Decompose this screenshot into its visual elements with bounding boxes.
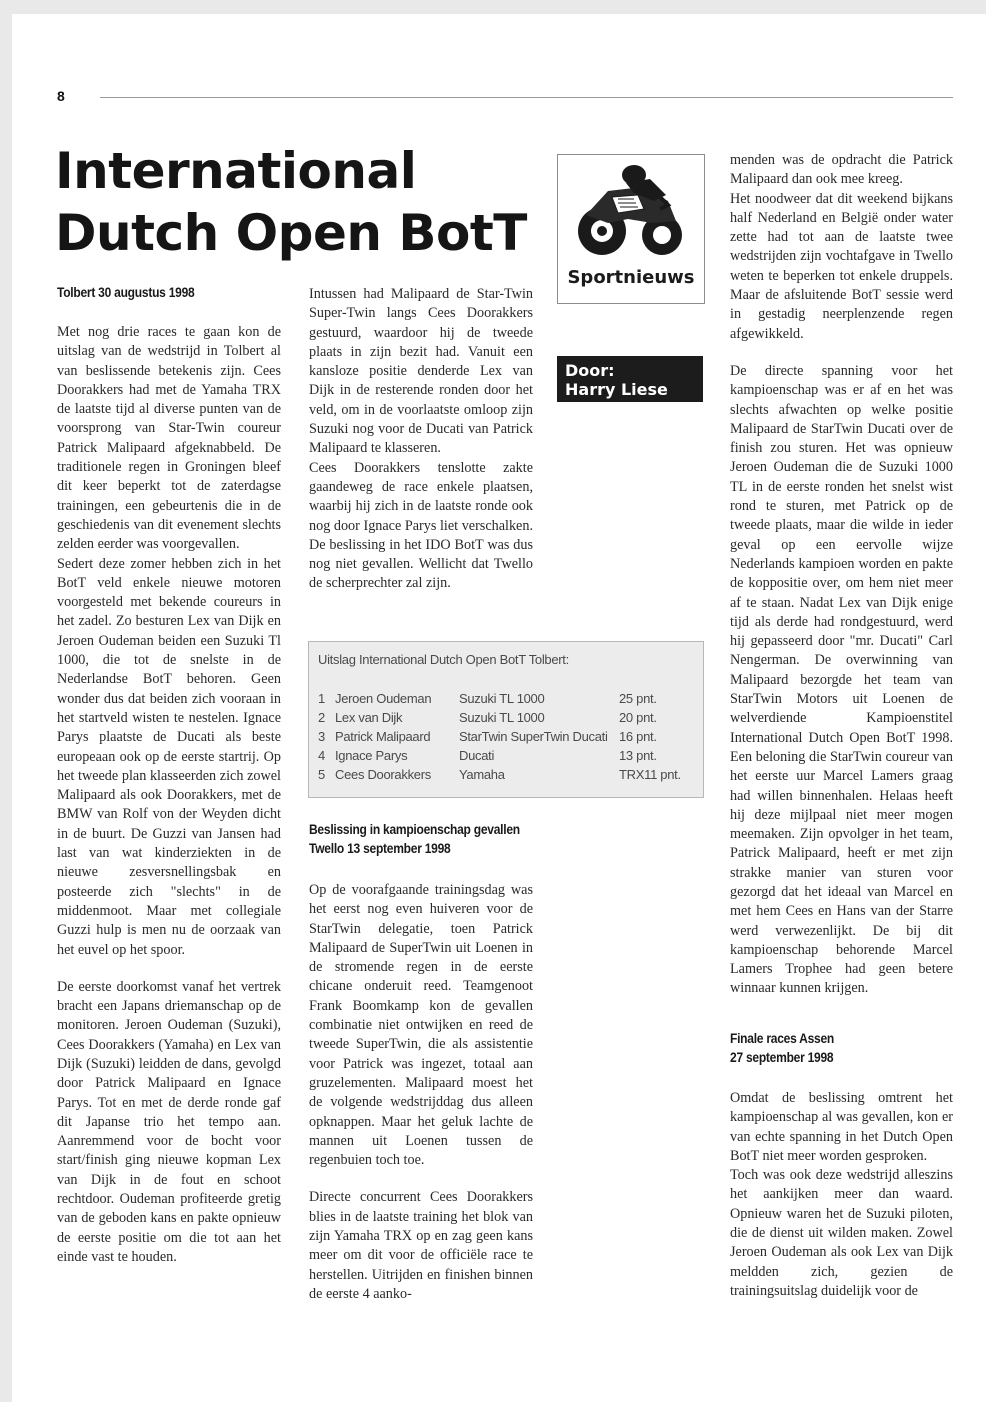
- subhead-line: 27 september 1998: [730, 1049, 834, 1065]
- section-subhead-tolbert: Tolbert 30 augustus 1998: [57, 284, 195, 300]
- author-box: [557, 356, 703, 402]
- paragraph: De directe spanning voor het kampioenschap was er af en het was slechts afwachten op welke positie Malipaard de StarTwin Ducati over de finish zou sturen. Het was opnieuw Jeroen Oudeman die de Suzuki 1000 TL in de eerste ronden het snelst wist rond te sturen, met Patrick op de tweede plaats, maar die wilde in ieder geval op een eervolle wijze Nederlands kampioen worden en pakte de koppositie over, om hem niet meer af te staan. Nadat Lex van Dijk enige tijd als derde had rondgestuurd, werd hij gepasseerd door "mr. Ducati" Carl Nengerman. De overwinning van Malipaard bezorgde het team van StarTwin Motors uit Loenen de welverdiende Kampioenstitel International Dutch Open BotT 1998. Een beloning die StarTwin coureur van het eerste uur Marcel Lamers graag had willen binnenhalen. Helaas heeft hij deze mijlpaal niet meer mogen meemaken. Zijn opvolger in het team, Patrick Malipaard, heeft er met zijn strakke manier van sturen voor gezorgd dat het ideaal van Marcel en met hem Cees en Hans van der Starre werd verwezenlijkt. De bij dit kampioenschap behorende Marcel Lamers Trophee had geen betere winnaar kunnen krijgen.: [730, 362, 953, 997]
- results-row: [309, 727, 703, 746]
- results-row: [309, 689, 703, 708]
- result-bike: StarTwin SuperTwin Ducati: [459, 729, 608, 744]
- paragraph: Het noodweer dat dit weekend bijkans half Nederland en België onder water zette had tot aan de laatste twee wedstrijden zijn vochtafgave in Twello weten te beperken tot enkele druppels. Maar de afsluitende BotT sessie werd in gestadig neerplenzende regen afgewikkeld.: [730, 190, 953, 342]
- result-rider: Patrick Malipaard: [335, 729, 431, 744]
- subhead-line: Twello 13 september 1998: [309, 840, 451, 856]
- sportnieuws-logo: [557, 154, 705, 304]
- result-points: TRX11 pnt.: [619, 767, 681, 782]
- paragraph: Toch was ook deze wedstrijd alleszins het aankijken meer dan waard. Opnieuw waren het de Suzuki piloten, die de dienst uit wilden maken. Zowel Jeroen Oudeman als ook Lex van Dijk meldden zich, gezien de trainingsuitslag duidelijk voor de: [730, 1167, 953, 1299]
- result-bike: Suzuki TL 1000: [459, 691, 545, 706]
- result-position: 3: [318, 729, 325, 744]
- result-position: 2: [318, 710, 325, 725]
- motorcycle-racer-icon: [568, 161, 694, 265]
- result-bike: Suzuki TL 1000: [459, 710, 545, 725]
- results-row: [309, 746, 703, 765]
- result-bike: Yamaha: [459, 767, 505, 782]
- results-table: [308, 641, 704, 798]
- result-points: 13 pnt.: [619, 748, 657, 763]
- logo-label: Sportnieuws: [567, 267, 695, 288]
- result-rider: Cees Doorakkers: [335, 767, 431, 782]
- subhead-line: Finale races Assen: [730, 1030, 835, 1046]
- column-3-top: [730, 151, 953, 999]
- paragraph: Op de voorafgaande trainingsdag was het eerst nog even huiveren voor de StarTwin delegatie, toen Patrick Malipaard de SuperTwin uit Loenen in de stromende regen in de eerste chicane onderuit reed. Teamgenoot Frank Boomkamp kon de gevallen combinatie niet ontwijken en reed de tweede SuperTwin, die als assistentie voor Patrick was ingezet, totaal aan gruzelementen. Malipaard moest het de volgende wedstrijddag dus alleen opknappen. Maar het geluk lachte de mannen uit Loenen tussen de regenbuien toch toe.: [309, 882, 533, 1169]
- section-subhead-twello: [309, 820, 520, 858]
- author-prefix: Door:: [565, 361, 615, 380]
- result-rider: Ignace Parys: [335, 748, 408, 763]
- page-number: 8: [57, 88, 65, 104]
- article-title: International Dutch Open BotT: [55, 142, 527, 262]
- paragraph: Cees Doorakkers tenslotte zakte gaandeweg de race enkele plaatsen, waarbij hij zich in de laatste ronde ook nog door Ignace Parys liet verschalken. De beslissing in het IDO BotT was dus nog niet gevallen. Wellicht dat Twello de scherprechter zal zijn.: [309, 459, 533, 592]
- paragraph: Intussen had Malipaard de Star-Twin Super-Twin langs Cees Doorakkers gestuurd, waardoor hij de tweede plaats in zijn bezit had. Vanuit een kansloze positie denderde Lex van Dijk in de resterende ronden door het veld, om in de voorlaatste omloop zijn Suzuki nog voor de Ducati van Patrick Malipaard te klasseren.: [309, 286, 533, 457]
- subhead-line: Beslissing in kampioenschap gevallen: [309, 821, 520, 837]
- result-position: 5: [318, 767, 325, 782]
- result-position: 4: [318, 748, 325, 763]
- result-bike: Ducati: [459, 748, 495, 763]
- paragraph: Sedert deze zomer hebben zich in het BotT veld enkele nieuwe motoren voorgesteld met bekende coureurs in het zadel. Zo besturen Lex van Dijk en Jeroen Oudeman beiden een Suzuki Tl 1000, die tot de snelste in de Nederlandse BotT behoren. Geen wonder dus dat beiden zich vooraan in het startveld wisten te nestelen. Ignace Parys plaatste de Ducati als beste europeaan ook op de eerste startrij. Op het tweede plan klasseerden zich zowel Malipaard als ook Doorakkers, met de BMW van Rolf von der Weyden dicht in de buurt. De Guzzi van Jansen had last van wat kinderziekten in de nieuwe zesversnellingsbak en posteerde zich "slechts" in de middenmoot. Maar met collegiale Guzzi hulp is men nu de oorzaak van het euvel op het spoor.: [57, 555, 281, 958]
- paragraph: De eerste doorkomst vanaf het vertrek bracht een Japans driemanschap op de monitoren. Jeroen Oudeman (Suzuki), Cees Doorakkers (Yamaha) en Lex van Dijk (Suzuki) leidden de dans, gevolgd door Patrick Malipaard en Ignace Parys. Tot en met de derde ronde gaf dit Japanse trio het tempo aan. Aanremmend voor de bocht voor start/finish ging nieuwe kopman Lex van Dijk in de fout en schoot rechtdoor. Oudeman profiteerde gretig van de geboden kans en pakte opnieuw de eerste positie om die tot aan het einde vast te houden.: [57, 978, 281, 1265]
- results-row: [309, 708, 703, 727]
- result-points: 16 pnt.: [619, 729, 657, 744]
- results-row: [309, 765, 703, 784]
- result-rider: Lex van Dijk: [335, 710, 403, 725]
- column-2-top: [309, 285, 533, 594]
- results-title: Uitslag International Dutch Open BotT Tolbert:: [318, 652, 569, 667]
- section-subhead-assen: [730, 1029, 834, 1067]
- paragraph: Met nog drie races te gaan kon de uitslag van de wedstrijd in Tolbert al van beslissende betekenis zijn. Cees Doorakkers had met de Yamaha TRX de laatste tijd al diverse punten van de voorsprong van Star-Twin coureur Patrick Malipaard afgeknabbeld. De traditionele regen in Groningen bleef dit keer beperkt tot de zaterdagse trainingen, een gebeurtenis die in de geschiedenis van dit evenement slechts zelden eerder was voorgevallen.: [57, 324, 281, 553]
- result-points: 25 pnt.: [619, 691, 657, 706]
- column-3-bottom: [730, 1089, 953, 1301]
- column-1: [57, 323, 281, 1267]
- result-position: 1: [318, 691, 325, 706]
- result-rider: Jeroen Oudeman: [335, 691, 432, 706]
- column-2-bottom: [309, 881, 533, 1304]
- paragraph: Omdat de beslissing omtrent het kampioenschap al was gevallen, kon er van echte spanning in het Dutch Open BotT niet meer worden gesproken.: [730, 1090, 953, 1164]
- header-rule: [100, 97, 953, 98]
- paragraph: menden was de opdracht die Patrick Malipaard dan ook mee kreeg.: [730, 152, 953, 188]
- result-points: 20 pnt.: [619, 710, 657, 725]
- author-name: Harry Liese: [565, 380, 668, 399]
- paragraph: Directe concurrent Cees Doorakkers blies in de laatste training het blok van zijn Yamaha TRX op en zag geen kans meer om dit voor de officiële race te herstellen. Uitrijden en finishen binnen de eerste 4 aanko-: [309, 1189, 533, 1302]
